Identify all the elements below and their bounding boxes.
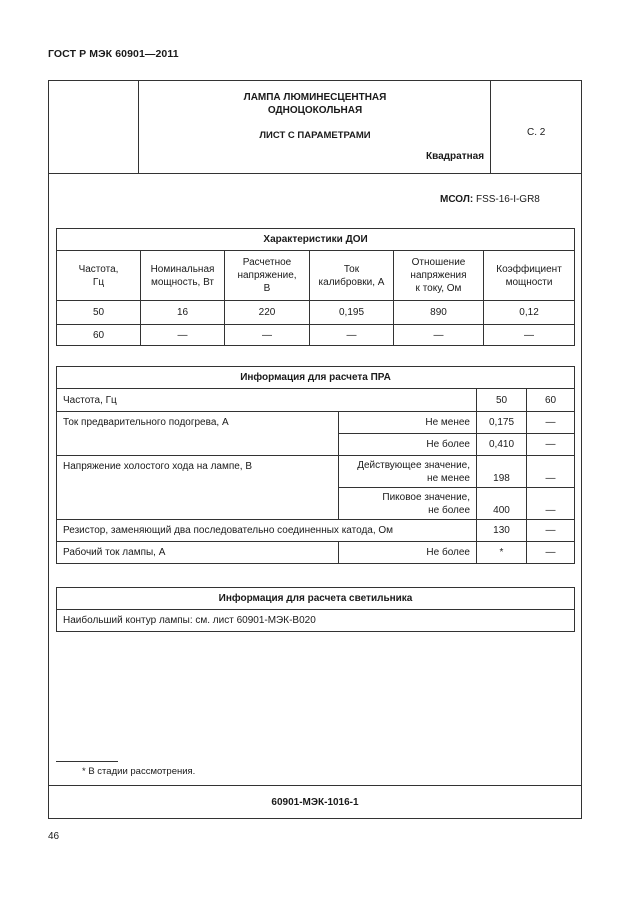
pra-row-frequency [57,389,575,412]
luminaire-table [56,587,575,632]
sheet-title-line1: ЛАМПА ЛЮМИНЕСЦЕНТНАЯ [243,92,387,103]
doi-cell: 220 [225,301,310,325]
doi-cell: 890 [394,301,484,325]
pra-ocv-peak-60: — [527,488,575,520]
doi-header-power: Номинальная мощность, Вт [141,251,225,301]
pra-ocv-peak-50: 400 [477,488,527,520]
luminaire-title: Информация для расчета светильника [57,588,575,610]
doi-header-current: Ток калибровки, А [310,251,394,301]
pra-row-resistor [57,520,575,542]
pra-row-lamp-current [57,542,575,564]
pra-ocv-label: Напряжение холостого хода на лампе, В [57,456,339,520]
pra-frequency-label: Частота, Гц [57,389,477,412]
doi-title: Характеристики ДОИ [57,229,575,251]
pra-current-label: Рабочий ток лампы, А [57,542,339,564]
msol-label: МСОЛ: [440,194,474,205]
doi-cell: 60 [57,325,141,346]
pra-ocv-peak-label: Пиковое значение, не более [339,488,477,520]
sheet-subtitle: ЛИСТ С ПАРАМЕТРАМИ [259,130,371,141]
doi-cell: — [394,325,484,346]
footnote: * В стадии рассмотрения. [82,766,196,777]
doi-row-60hz [57,325,575,346]
sheet-title-line2: ОДНОЦОКОЛЬНАЯ [267,105,363,116]
doi-table [56,228,575,346]
pra-resistor-60: — [527,520,575,542]
sheet-page-ref: С. 2 [527,127,546,138]
msol-value: FSS-16-I-GR8 [475,194,540,205]
pra-preheat-min-50: 0,175 [477,412,527,434]
pra-resistor-label: Резистор, заменяющий два последовательно соединенных катода, Ом [57,520,477,542]
doi-row-50hz [57,301,575,325]
msol-line [440,194,540,205]
doi-cell: — [225,325,310,346]
pra-resistor-50: 130 [477,520,527,542]
doi-cell: 16 [141,301,225,325]
doi-cell: — [310,325,394,346]
pra-title: Информация для расчета ПРА [57,367,575,389]
header-divider-right [490,80,491,173]
sheet-code: 60901-МЭК-1016-1 [271,797,359,808]
luminaire-contour: Наибольший контур лампы: см. лист 60901-МЭК-В020 [57,610,575,632]
doi-header-frequency: Частота, Гц [57,251,141,301]
doi-cell: 0,12 [484,301,575,325]
doi-header-ratio: Отношение напряжения к току, Ом [394,251,484,301]
footer-top-rule [48,785,582,786]
pra-ocv-rms-label: Действующее значение, не менее [339,456,477,488]
lamp-shape: Квадратная [426,151,485,162]
header-bottom-rule [48,173,582,174]
document-standard: ГОСТ Р МЭК 60901—2011 [48,48,179,60]
doi-cell: 0,195 [310,301,394,325]
doi-cell: — [141,325,225,346]
pra-row-preheat-min [57,412,575,434]
pra-preheat-max-label: Не более [339,434,477,456]
pra-frequency-60: 60 [527,389,575,412]
pra-preheat-label: Ток предварительного подогрева, А [57,412,339,456]
pra-ocv-rms-60: — [527,456,575,488]
header-divider-left [138,80,139,173]
doi-cell: 50 [57,301,141,325]
pra-current-max-label: Не более [339,542,477,564]
doi-cell: — [484,325,575,346]
pra-row-ocv-rms [57,456,575,488]
doi-header-voltage: Расчетное напряжение, В [225,251,310,301]
pra-table [56,366,575,564]
footnote-rule [56,761,118,762]
pra-preheat-max-50: 0,410 [477,434,527,456]
pra-current-60: — [527,542,575,564]
pra-ocv-rms-50: 198 [477,456,527,488]
doi-header-power-factor: Коэффициент мощности [484,251,575,301]
pra-preheat-min-60: — [527,412,575,434]
page-number: 46 [48,831,60,842]
pra-preheat-max-60: — [527,434,575,456]
pra-current-50: * [477,542,527,564]
pra-preheat-min-label: Не менее [339,412,477,434]
pra-frequency-50: 50 [477,389,527,412]
